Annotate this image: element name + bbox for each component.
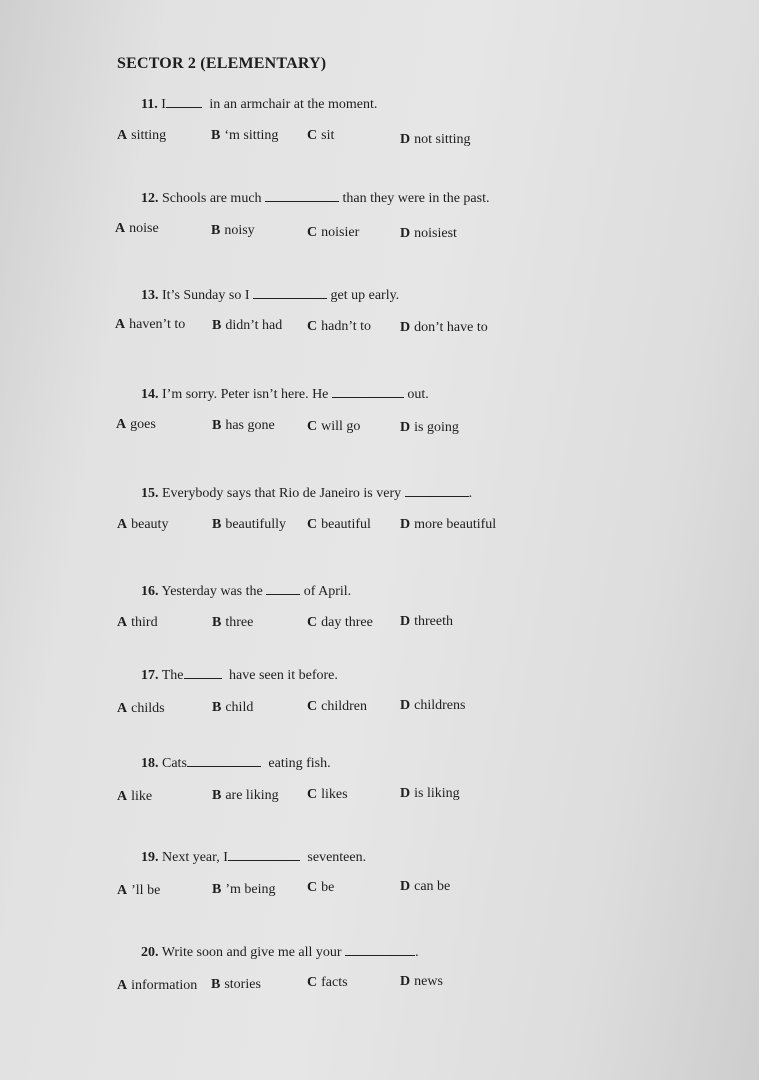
option-letter: A [117,978,128,993]
answer-blank [228,848,300,861]
option-letter: D [400,420,411,435]
answer-blank [187,754,261,767]
option-b [212,700,253,716]
option-letter: C [307,880,318,895]
stem-before: The [161,668,184,683]
question-15 [117,484,717,594]
option-text: beauty [131,517,169,532]
question-14 [117,385,717,495]
option-text: day three [321,615,373,630]
option-c [307,319,371,335]
stem-before: I’m sorry. Peter isn’t here. He [162,387,329,402]
option-text: not sitting [414,132,471,147]
option-text: facts [321,975,348,990]
option-text: ’m being [225,882,276,897]
stem-before: Cats [162,756,187,771]
option-d [400,420,459,436]
stem-after: . [415,945,419,960]
question-stem [141,286,399,304]
option-text: be [321,880,335,895]
option-text: didn’t had [225,318,283,333]
option-d [400,698,465,714]
option-c [307,225,359,241]
question-number: 16. [141,584,159,599]
option-d [400,879,450,895]
option-a [117,517,168,533]
option-text: more beautiful [414,517,497,532]
option-text: ‘m sitting [224,128,279,143]
question-stem [141,582,351,600]
option-text: noisy [224,223,255,238]
option-text: news [414,974,443,989]
option-letter: D [400,320,411,335]
option-text: beautifully [225,517,286,532]
question-number: 17. [141,668,159,683]
answer-blank [405,484,469,497]
option-letter: B [212,882,222,897]
option-a [117,128,166,144]
option-c [307,419,360,435]
option-text: is liking [414,786,460,801]
stem-before: Next year, I [162,850,228,865]
stem-after: have seen it before. [229,668,338,683]
option-letter: B [212,318,222,333]
option-letter: B [212,517,222,532]
option-d [400,320,488,336]
question-number: 18. [141,756,159,771]
option-b [211,223,255,239]
question-20 [117,943,717,1053]
option-letter: C [307,517,318,532]
option-d [400,786,460,802]
option-text: is going [414,420,459,435]
option-text: stories [224,977,261,992]
option-letter: C [307,615,318,630]
stem-after: seventeen. [307,850,367,865]
option-b [212,882,276,898]
option-d [400,614,453,630]
option-text: will go [321,419,361,434]
option-text: children [321,699,367,714]
option-text: ’ll be [131,883,161,898]
option-text: noisiest [414,226,457,241]
question-stem [141,848,366,866]
option-text: haven’t to [129,317,186,332]
option-a [115,317,185,333]
question-stem [141,666,338,684]
option-letter: B [212,788,222,803]
option-letter: A [117,789,128,804]
option-a [117,615,158,631]
option-b [211,128,278,144]
question-stem [141,189,489,207]
question-12 [117,189,717,299]
option-letter: D [400,226,411,241]
stem-before: It’s Sunday so I [162,288,250,303]
option-text: noise [129,221,159,236]
question-number: 13. [141,288,159,303]
option-text: hadn’t to [321,319,372,334]
option-c [307,615,373,631]
option-text: three [225,615,254,630]
option-letter: A [115,221,126,236]
option-letter: D [400,974,411,989]
option-b [212,517,286,533]
question-19 [117,848,717,958]
stem-before: Schools are much [162,191,262,206]
option-letter: D [400,614,411,629]
option-text: third [131,615,158,630]
option-a [117,701,165,717]
question-stem [141,385,429,403]
option-a [116,417,156,433]
option-a [115,221,159,237]
option-text: like [131,789,153,804]
option-letter: C [307,699,318,714]
option-letter: C [307,319,318,334]
option-text: child [225,700,254,715]
option-c [307,128,334,144]
option-letter: A [117,701,128,716]
option-text: are liking [225,788,279,803]
option-letter: B [212,615,222,630]
option-text: threeth [414,614,453,629]
option-letter: A [117,128,128,143]
option-letter: A [116,417,127,432]
stem-before: Everybody says that Rio de Janeiro is very [162,486,402,501]
option-letter: D [400,879,411,894]
option-text: has gone [225,418,275,433]
option-d [400,226,457,242]
option-text: beautiful [321,517,371,532]
answer-blank [253,286,327,299]
stem-before: Yesterday was the [161,584,263,599]
stem-after: eating fish. [268,756,331,771]
question-number: 15. [141,486,159,501]
question-number: 19. [141,850,159,865]
question-number: 20. [141,945,159,960]
option-letter: B [212,700,222,715]
stem-after: in an armchair at the moment. [209,97,378,112]
stem-after: than they were in the past. [342,191,490,206]
option-text: don’t have to [414,320,488,335]
option-c [307,517,371,533]
option-text: childs [131,701,165,716]
option-letter: D [400,698,411,713]
question-stem [141,943,419,961]
option-d [400,974,443,990]
option-c [307,699,367,715]
answer-blank [266,582,300,595]
stem-after: get up early. [330,288,400,303]
section-title: SECTOR 2 (ELEMENTARY) [117,55,327,72]
option-text: sitting [131,128,167,143]
answer-blank [166,95,202,108]
option-letter: A [117,517,128,532]
option-letter: A [117,615,128,630]
option-letter: D [400,517,411,532]
option-letter: D [400,132,411,147]
question-stem [141,754,331,772]
answer-blank [332,385,404,398]
option-c [307,975,348,991]
option-b [212,788,279,804]
option-letter: B [211,977,221,992]
option-b [212,318,282,334]
answer-blank [345,943,415,956]
option-b [212,418,275,434]
option-letter: B [211,128,221,143]
option-text: noisier [321,225,360,240]
option-b [211,977,261,993]
option-text: can be [414,879,451,894]
stem-after: out. [407,387,429,402]
option-letter: C [307,128,318,143]
question-stem [141,95,377,113]
option-c [307,787,348,803]
option-c [307,880,334,896]
question-number: 11. [141,97,158,112]
option-letter: A [117,883,128,898]
stem-before: Write soon and give me all your [161,945,342,960]
option-d [400,517,496,533]
stem-before: I [161,97,166,112]
option-text: sit [321,128,335,143]
option-text: likes [321,787,348,802]
question-number: 14. [141,387,159,402]
stem-after: of April. [303,584,352,599]
question-stem [141,484,472,502]
stem-after: . [468,486,473,501]
answer-blank [265,189,339,202]
option-letter: C [307,419,318,434]
option-letter: B [212,418,222,433]
option-a [117,883,160,899]
question-13 [117,286,717,396]
option-text: childrens [414,698,466,713]
option-letter: A [115,317,126,332]
option-letter: C [307,225,318,240]
option-letter: C [307,787,318,802]
question-number: 12. [141,191,159,206]
option-b [212,615,253,631]
option-letter: D [400,786,411,801]
answer-blank [184,666,222,679]
option-letter: C [307,975,318,990]
option-a [117,789,152,805]
option-a [117,978,197,994]
option-text: goes [130,417,156,432]
option-d [400,132,471,148]
option-text: information [131,978,198,993]
option-letter: B [211,223,221,238]
